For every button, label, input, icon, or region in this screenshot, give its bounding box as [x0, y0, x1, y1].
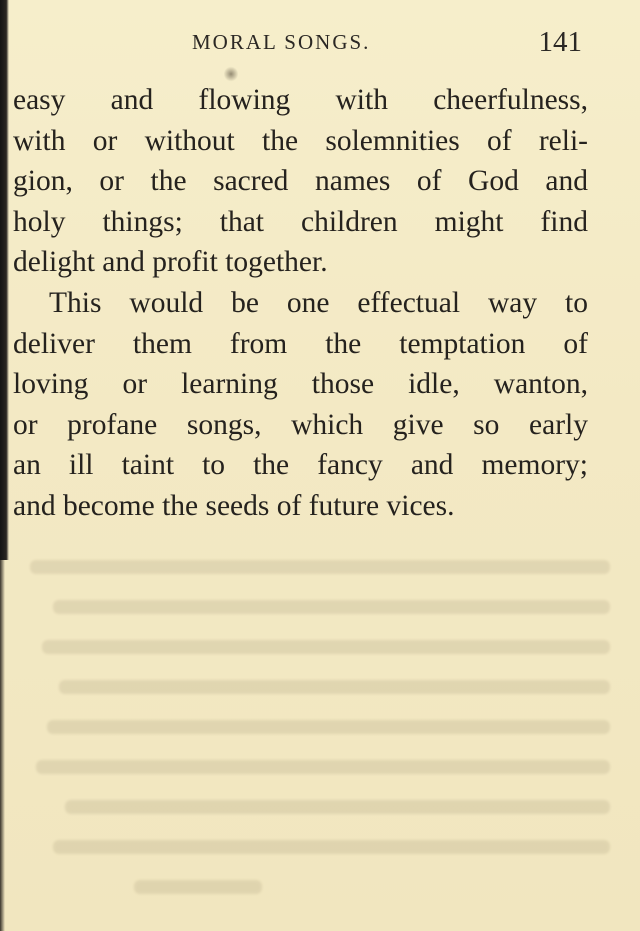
text-line: easy and flowing with cheerfulness, — [13, 84, 588, 116]
show-through-bleed — [30, 545, 610, 905]
text-line: deliver them from the temptation of — [13, 327, 588, 360]
page-number: 141 — [538, 26, 582, 58]
text-line: gion, or the sacred names of God and — [13, 165, 588, 198]
text-line: an ill taint to the fancy and memory; — [13, 449, 588, 482]
text-line-paragraph-start: This would be one effectual way to — [49, 286, 588, 319]
text-line: and become the seeds of future vices. — [13, 489, 455, 522]
text-line: loving or learning those idle, wanton, — [13, 368, 588, 401]
body-text — [13, 80, 588, 527]
text-line: holy things; that children might find — [13, 205, 588, 238]
text-line: or profane songs, which give so early — [13, 408, 588, 441]
page-spine-shadow-lower — [0, 560, 5, 931]
text-line: with or without the solemnities of reli- — [13, 124, 588, 157]
page-spine-shadow — [0, 0, 9, 560]
text-line: delight and profit together. — [13, 246, 328, 279]
running-head: MORAL SONGS. — [192, 30, 371, 54]
